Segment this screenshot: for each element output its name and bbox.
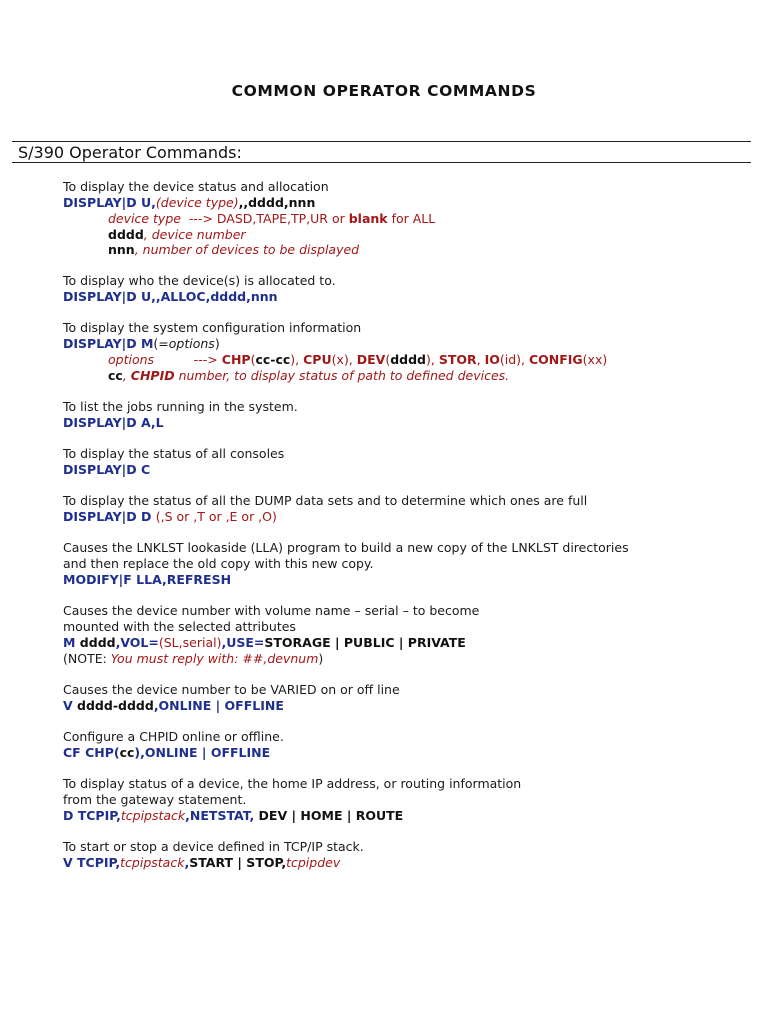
divider-bottom <box>12 162 751 163</box>
description: To display the status of all the DUMP data sets and to determine which ones are full <box>63 493 588 508</box>
description: To display the device status and allocation <box>63 179 329 194</box>
command-line: DISPLAY|D C <box>63 462 151 477</box>
parameter-line: cc, CHPID number, to display status of path to defined devices. <box>108 368 510 383</box>
description: To display the status of all consoles <box>63 446 285 461</box>
command-line: DISPLAY|D U,,ALLOC,dddd,nnn <box>63 289 278 304</box>
parameter-line: dddd, device number <box>108 227 246 242</box>
divider-top <box>12 141 751 142</box>
description: and then replace the old copy with this new copy. <box>63 556 374 571</box>
command-line: DISPLAY|D A,L <box>63 415 164 430</box>
command-line: DISPLAY|D U,(device type),,dddd,nnn <box>63 195 316 210</box>
parameter-line: device type ---> DASD,TAPE,TP,UR or blank for ALL <box>108 211 436 226</box>
command-line: V TCPIP,tcpipstack,START | STOP,tcpipdev <box>63 855 341 870</box>
page-title: COMMON OPERATOR COMMANDS <box>231 82 537 100</box>
description: To display the system configuration information <box>63 320 362 335</box>
parameter-line: nnn, number of devices to be displayed <box>108 242 360 257</box>
note-line: (NOTE: You must reply with: ##,devnum) <box>63 651 324 666</box>
command-line: DISPLAY|D M(=options) <box>63 336 220 351</box>
description: Causes the device number to be VARIED on or off line <box>63 682 400 697</box>
description: To start or stop a device defined in TCP/IP stack. <box>63 839 364 854</box>
command-line: D TCPIP,tcpipstack,NETSTAT, DEV | HOME | ROUTE <box>63 808 404 823</box>
command-line: M dddd,VOL=(SL,serial),USE=STORAGE | PUBLIC | PRIVATE <box>63 635 466 650</box>
description: To list the jobs running in the system. <box>63 399 298 414</box>
description: Causes the device number with volume name – serial – to become <box>63 603 480 618</box>
description: mounted with the selected attributes <box>63 619 296 634</box>
command-line: V dddd-dddd,ONLINE | OFFLINE <box>63 698 284 713</box>
description: To display status of a device, the home IP address, or routing information <box>63 776 522 791</box>
description: To display who the device(s) is allocated to. <box>63 273 336 288</box>
parameter-line: options ---> CHP(cc-cc), CPU(x), DEV(dddd), STOR, IO(id), CONFIG(xx) <box>108 352 608 367</box>
section-heading: S/390 Operator Commands: <box>18 143 242 162</box>
description: Configure a CHPID online or offline. <box>63 729 284 744</box>
command-line: MODIFY|F LLA,REFRESH <box>63 572 232 587</box>
description: from the gateway statement. <box>63 792 247 807</box>
description: Causes the LNKLST lookaside (LLA) program to build a new copy of the LNKLST directories <box>63 540 629 555</box>
command-line: DISPLAY|D D (,S or ,T or ,E or ,O) <box>63 509 277 524</box>
command-line: CF CHP(cc),ONLINE | OFFLINE <box>63 745 271 760</box>
